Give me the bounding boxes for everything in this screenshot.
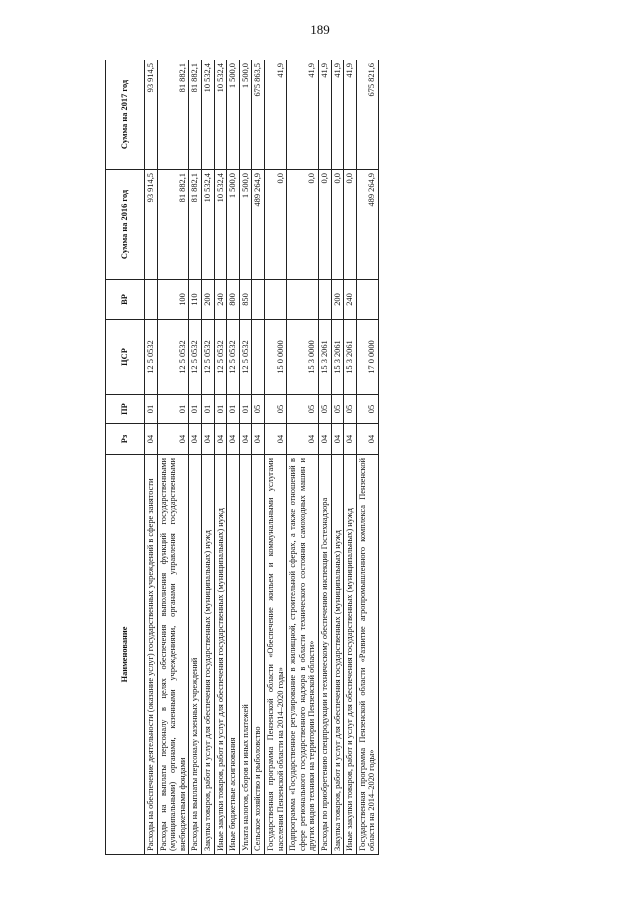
cell-sum-2016: 0,0 [318, 170, 331, 280]
page-number: 189 [310, 22, 330, 37]
cell-name: Государственная программа Пензенской области «Обеспечение жильем и коммунальными услугами населения Пензенской области на 2014–2020 годы» [264, 455, 286, 855]
cell-sum-2016: 489 264,9 [356, 170, 378, 280]
cell-rz: 04 [287, 424, 319, 455]
cell-csr: 12 5 0532 [145, 320, 158, 395]
cell-name: Расходы на выплаты персоналу в целях обеспечения выполнения функций государственными (муниципальными) органами, казенными учреждениями, органами управления государственными внебюджетными фондами [157, 455, 189, 855]
cell-vr [145, 280, 158, 320]
cell-pr: 01 [145, 395, 158, 424]
cell-sum-2017: 675 863,5 [252, 60, 265, 170]
header-sum-2016: Сумма на 2016 год [106, 170, 145, 280]
header-csr: ЦСР [106, 320, 145, 395]
cell-csr: 15 3 2061 [331, 320, 344, 395]
header-vr: ВР [106, 280, 145, 320]
cell-rz: 04 [331, 424, 344, 455]
cell-rz: 04 [145, 424, 158, 455]
table-body [145, 60, 379, 855]
cell-pr: 01 [157, 395, 189, 424]
cell-csr: 12 5 0532 [227, 320, 240, 395]
cell-sum-2016: 0,0 [264, 170, 286, 280]
table-row [318, 60, 331, 855]
table-row [214, 60, 227, 855]
cell-vr: 240 [214, 280, 227, 320]
cell-name: Иные бюджетные ассигнования [227, 455, 240, 855]
cell-vr: 100 [157, 280, 189, 320]
cell-rz: 04 [344, 424, 357, 455]
cell-pr: 05 [356, 395, 378, 424]
budget-table [105, 60, 379, 855]
cell-rz: 04 [227, 424, 240, 455]
cell-csr [252, 320, 265, 395]
table-row [145, 60, 158, 855]
table-row [227, 60, 240, 855]
cell-csr: 17 0 0000 [356, 320, 378, 395]
header-rz: Рз [106, 424, 145, 455]
cell-rz: 04 [214, 424, 227, 455]
cell-sum-2017: 10 532,4 [214, 60, 227, 170]
table-row [201, 60, 214, 855]
cell-sum-2016: 1 500,0 [227, 170, 240, 280]
cell-vr [252, 280, 265, 320]
cell-pr: 01 [201, 395, 214, 424]
table-header [106, 60, 145, 855]
cell-vr: 240 [344, 280, 357, 320]
cell-sum-2016: 81 882,1 [189, 170, 202, 280]
cell-rz: 04 [264, 424, 286, 455]
cell-sum-2016: 0,0 [331, 170, 344, 280]
cell-sum-2016: 81 882,1 [157, 170, 189, 280]
rotated-table-area [105, 60, 550, 855]
cell-vr [287, 280, 319, 320]
cell-name: Сельское хозяйство и рыболовство [252, 455, 265, 855]
cell-csr: 12 5 0532 [189, 320, 202, 395]
rotated-content [105, 60, 550, 855]
table-row [344, 60, 357, 855]
table-row [252, 60, 265, 855]
cell-rz: 04 [318, 424, 331, 455]
table-row [239, 60, 252, 855]
cell-vr [318, 280, 331, 320]
header-name: Наименование [106, 455, 145, 855]
cell-vr: 110 [189, 280, 202, 320]
cell-csr: 12 5 0532 [214, 320, 227, 395]
cell-pr: 05 [318, 395, 331, 424]
cell-vr: 200 [331, 280, 344, 320]
cell-name: Подпрограмма «Государственное регулирование в жилищной, строительной сферах, а также отношений в сфере регионального государственного надзора в области технического состояния самоходных машин и других видов техники на территории Пензенской области» [287, 455, 319, 855]
cell-csr: 12 5 0532 [239, 320, 252, 395]
cell-pr: 01 [227, 395, 240, 424]
cell-csr: 15 0 0000 [264, 320, 286, 395]
cell-sum-2016: 0,0 [287, 170, 319, 280]
cell-sum-2017: 41,9 [264, 60, 286, 170]
cell-sum-2016: 93 914,5 [145, 170, 158, 280]
cell-csr: 15 3 0000 [287, 320, 319, 395]
cell-sum-2017: 41,9 [331, 60, 344, 170]
cell-vr [264, 280, 286, 320]
cell-pr: 01 [189, 395, 202, 424]
cell-rz: 04 [239, 424, 252, 455]
cell-pr: 01 [239, 395, 252, 424]
cell-sum-2017: 1 500,0 [227, 60, 240, 170]
cell-sum-2017: 93 914,5 [145, 60, 158, 170]
cell-rz: 04 [201, 424, 214, 455]
table-row [287, 60, 319, 855]
cell-sum-2017: 81 882,1 [189, 60, 202, 170]
cell-name: Иные закупки товаров, работ и услуг для обеспечения государственных (муниципальных) нужд [214, 455, 227, 855]
cell-sum-2016: 10 532,4 [201, 170, 214, 280]
cell-rz: 04 [252, 424, 265, 455]
cell-pr: 05 [287, 395, 319, 424]
table-row [189, 60, 202, 855]
cell-csr: 12 5 0532 [157, 320, 189, 395]
cell-sum-2017: 81 882,1 [157, 60, 189, 170]
header-pr: ПР [106, 395, 145, 424]
cell-rz: 04 [356, 424, 378, 455]
table-row [331, 60, 344, 855]
header-row [106, 60, 145, 855]
cell-sum-2016: 0,0 [344, 170, 357, 280]
cell-name: Расходы на обеспечение деятельности (оказание услуг) государственных учреждений в сфере занятости [145, 455, 158, 855]
cell-pr: 05 [252, 395, 265, 424]
cell-sum-2017: 1 500,0 [239, 60, 252, 170]
cell-sum-2016: 1 500,0 [239, 170, 252, 280]
cell-name: Уплата налогов, сборов и иных платежей [239, 455, 252, 855]
header-sum-2017: Сумма на 2017 год [106, 60, 145, 170]
cell-pr: 01 [214, 395, 227, 424]
cell-sum-2017: 675 821,6 [356, 60, 378, 170]
cell-pr: 05 [331, 395, 344, 424]
cell-name: Государственная программа Пензенской области «Развитие агропромышленного комплекса Пензенской области на 2014–2020 годы» [356, 455, 378, 855]
cell-sum-2017: 41,9 [318, 60, 331, 170]
cell-name: Расходы на выплаты персоналу казенных учреждений [189, 455, 202, 855]
cell-sum-2017: 41,9 [344, 60, 357, 170]
cell-rz: 04 [189, 424, 202, 455]
cell-csr: 15 3 2061 [318, 320, 331, 395]
cell-vr: 800 [227, 280, 240, 320]
cell-sum-2016: 10 532,4 [214, 170, 227, 280]
cell-pr: 05 [344, 395, 357, 424]
cell-csr: 15 3 2061 [344, 320, 357, 395]
cell-name: Закупка товаров, работ и услуг для обеспечения государственных (муниципальных) нужд [331, 455, 344, 855]
table-row [157, 60, 189, 855]
table-row [356, 60, 378, 855]
cell-sum-2016: 489 264,9 [252, 170, 265, 280]
table-row [264, 60, 286, 855]
cell-csr: 12 5 0532 [201, 320, 214, 395]
cell-vr [356, 280, 378, 320]
cell-rz: 04 [157, 424, 189, 455]
cell-vr: 850 [239, 280, 252, 320]
cell-name: Расходы по приобретению спецпродукции и техническому обеспечению инспекции Гостехнадзора [318, 455, 331, 855]
cell-name: Закупка товаров, работ и услуг для обеспечения государственных (муниципальных) нужд [201, 455, 214, 855]
cell-name: Иные закупки товаров, работ и услуг для обеспечения государственных (муниципальных) нужд [344, 455, 357, 855]
cell-sum-2017: 10 532,4 [201, 60, 214, 170]
cell-sum-2017: 41,9 [287, 60, 319, 170]
cell-vr: 200 [201, 280, 214, 320]
cell-pr: 05 [264, 395, 286, 424]
